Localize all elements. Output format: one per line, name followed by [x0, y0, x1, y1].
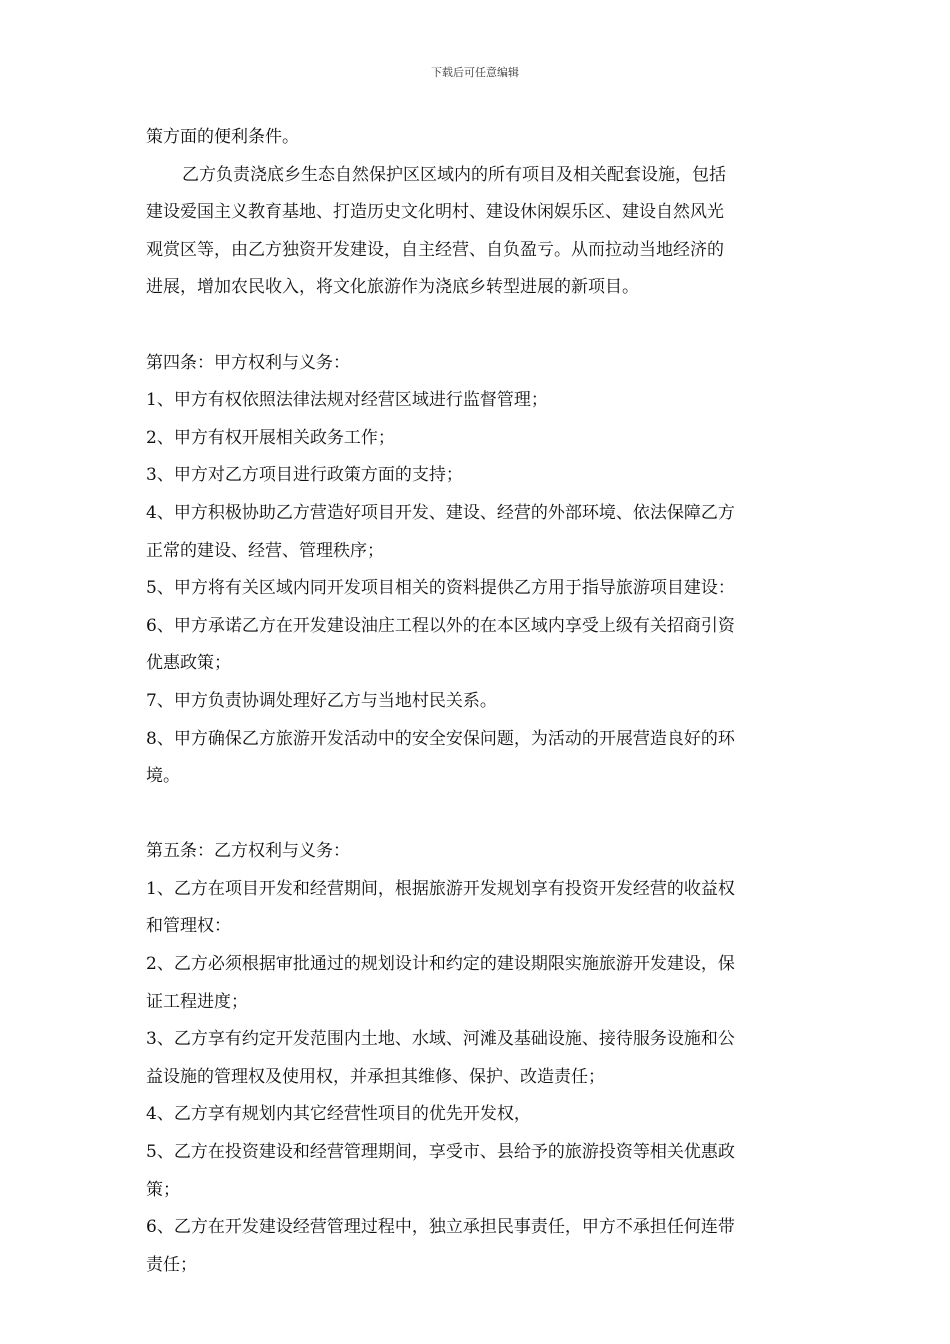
- blank-line: [146, 307, 816, 345]
- text-line: 责任；: [146, 1254, 197, 1275]
- list-item: 5、甲方将有关区域内同开发项目相关的资料提供乙方用于指导旅游项目建设：: [146, 578, 735, 599]
- text-line: 正常的建设、经营、管理秩序；: [146, 540, 384, 561]
- text-line: 建设爱国主义教育基地、打造历史文化明村、建设休闲娱乐区、建设自然风光: [146, 202, 724, 223]
- list-item: 4、乙方享有规划内其它经营性项目的优先开发权，: [146, 1104, 531, 1125]
- paragraph-start-line: 乙方负责浇底乡生态自然保护区区域内的所有项目及相关配套设施，包括: [182, 164, 726, 185]
- text-line: 和管理权：: [146, 916, 231, 937]
- list-item: 3、乙方享有约定开发范围内土地、水域、河滩及基础设施、接待服务设施和公: [146, 1029, 735, 1050]
- text-line: 境。: [146, 766, 180, 787]
- list-item: 7、甲方负责协调处理好乙方与当地村民关系。: [146, 690, 497, 711]
- list-item: 3、甲方对乙方项目进行政策方面的支持；: [146, 465, 463, 486]
- text-line: 策方面的便利条件。: [146, 127, 299, 147]
- list-item: 1、甲方有权依照法律法规对经营区域进行监督管理；: [146, 390, 548, 411]
- list-item: 4、甲方积极协助乙方营造好项目开发、建设、经营的外部环境、依法保障乙方: [146, 502, 735, 523]
- text-line: 证工程进度；: [146, 991, 248, 1012]
- text-line: 优惠政策；: [146, 653, 231, 674]
- list-item: 8、甲方确保乙方旅游开发活动中的安全安保问题，为活动的开展营造良好的环: [146, 728, 735, 749]
- text-line: 进展，增加农民收入，将文化旅游作为浇底乡转型进展的新项目。: [146, 277, 639, 298]
- document-body: [146, 119, 816, 1284]
- section-heading-4: 第四条：甲方权利与义务：: [146, 352, 350, 373]
- section-heading-5: 第五条：乙方权利与义务：: [146, 841, 350, 862]
- list-item: 2、甲方有权开展相关政务工作；: [146, 427, 395, 448]
- text-line: 策；: [146, 1179, 180, 1200]
- page-header: 下载后可任意编辑: [431, 66, 519, 79]
- list-item: 6、甲方承诺乙方在开发建设油庄工程以外的在本区域内享受上级有关招商引资: [146, 615, 735, 636]
- list-item: 6、乙方在开发建设经营管理过程中，独立承担民事责任，甲方不承担任何连带: [146, 1217, 735, 1238]
- text-line: 观赏区等，由乙方独资开发建设，自主经营、自负盈亏。从而拉动当地经济的: [146, 239, 724, 260]
- list-item: 2、乙方必须根据审批通过的规划设计和约定的建设期限实施旅游开发建设，保: [146, 954, 735, 975]
- list-item: 1、乙方在项目开发和经营期间，根据旅游开发规划享有投资开发经营的收益权: [146, 878, 735, 899]
- text-line: 益设施的管理权及使用权，并承担其维修、保护、改造责任；: [146, 1066, 605, 1087]
- blank-line: [146, 796, 816, 834]
- list-item: 5、乙方在投资建设和经营管理期间，享受市、县给予的旅游投资等相关优惠政: [146, 1142, 735, 1163]
